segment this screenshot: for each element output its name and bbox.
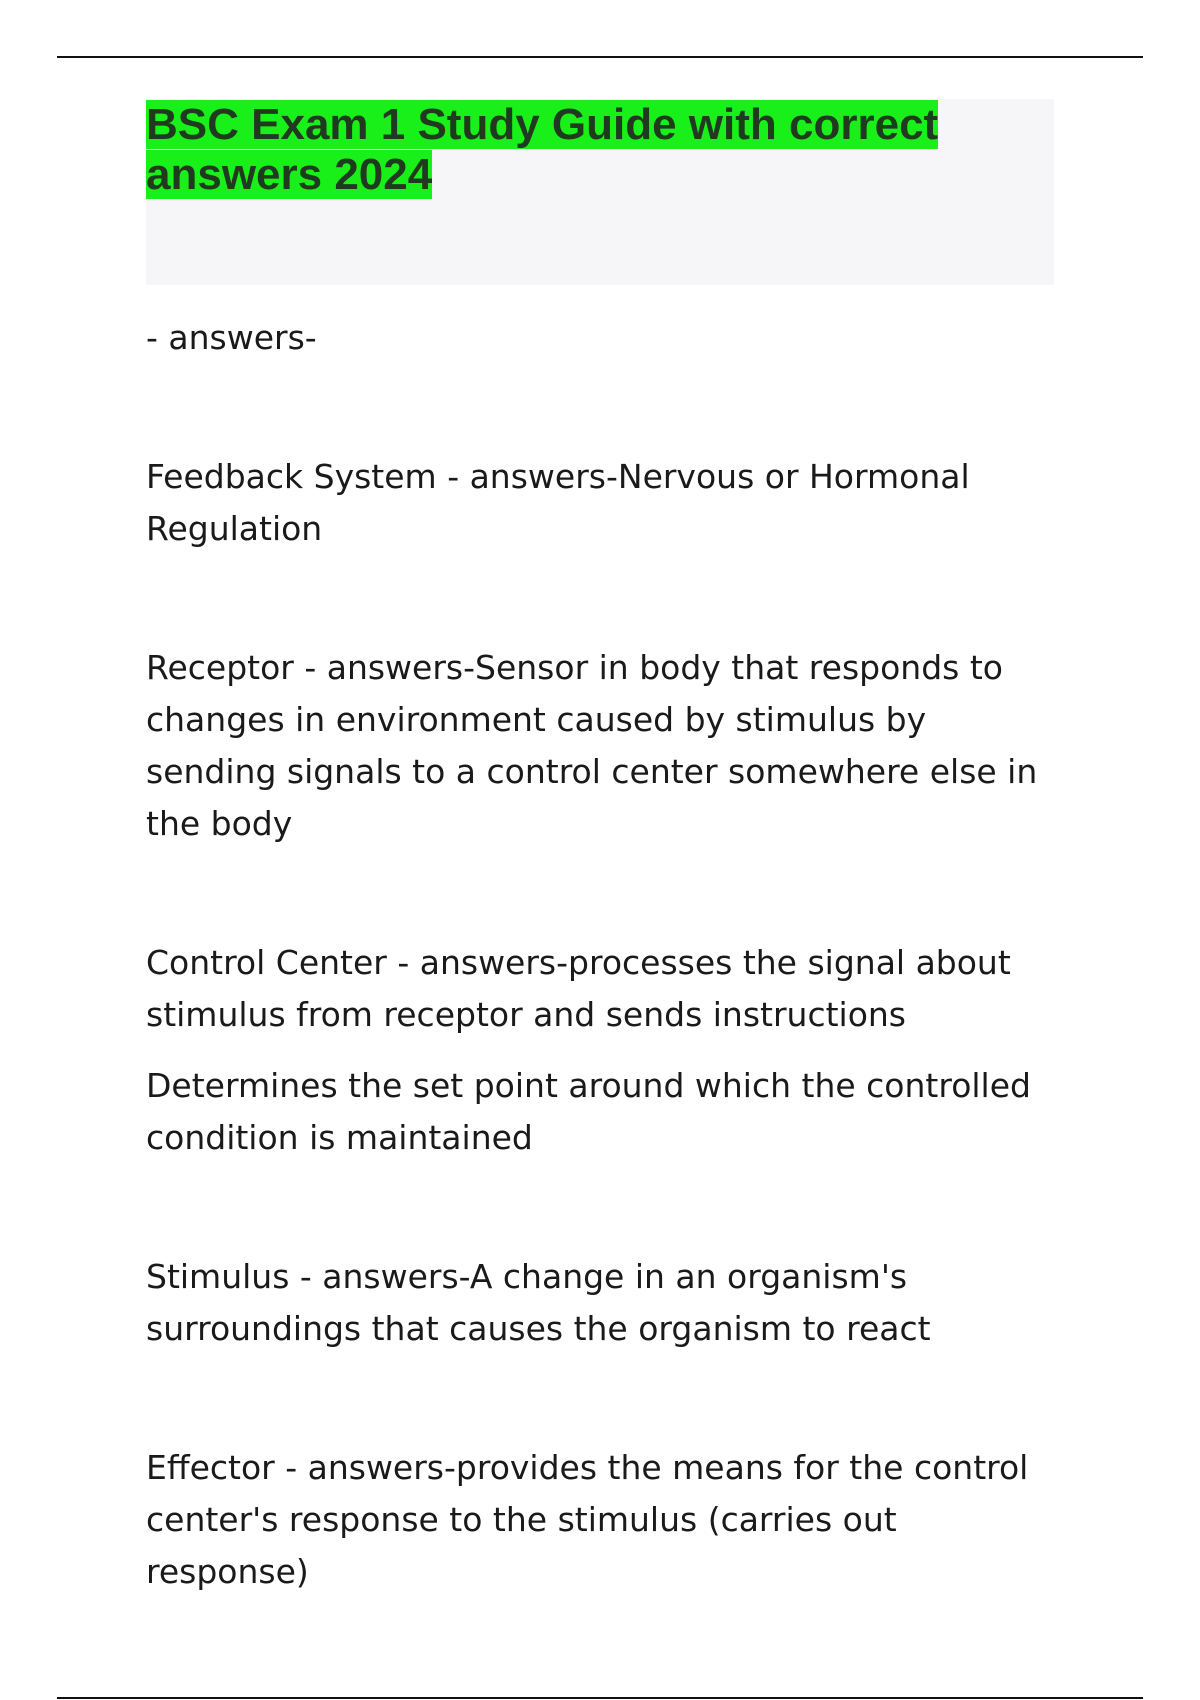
title-box — [146, 99, 1054, 285]
entry-control-center: Control Center - answers-processes the signal about stimulus from receptor and sends instructions — [146, 943, 1011, 1034]
document-body — [146, 312, 1066, 1598]
entry-effector: Effector - answers-provides the means for the control center's response to the stimulus (carries out response) — [146, 1448, 1029, 1591]
footer-rule — [57, 1697, 1143, 1699]
entry-receptor: Receptor - answers-Sensor in body that responds to changes in environment caused by stimulus by sending signals to a control center somewhere else in the body — [146, 648, 1038, 843]
entry-control-center-detail: Determines the set point around which the controlled condition is maintained — [146, 1066, 1031, 1157]
intro-text: - answers- — [146, 318, 317, 357]
entry-stimulus: Stimulus - answers-A change in an organism's surroundings that causes the organism to react — [146, 1257, 931, 1348]
header-rule — [57, 56, 1143, 58]
document-title — [146, 99, 986, 200]
title-highlight: BSC Exam 1 Study Guide with correct answers 2024 — [146, 100, 939, 199]
entry-feedback-system: Feedback System - answers-Nervous or Hormonal Regulation — [146, 457, 970, 548]
